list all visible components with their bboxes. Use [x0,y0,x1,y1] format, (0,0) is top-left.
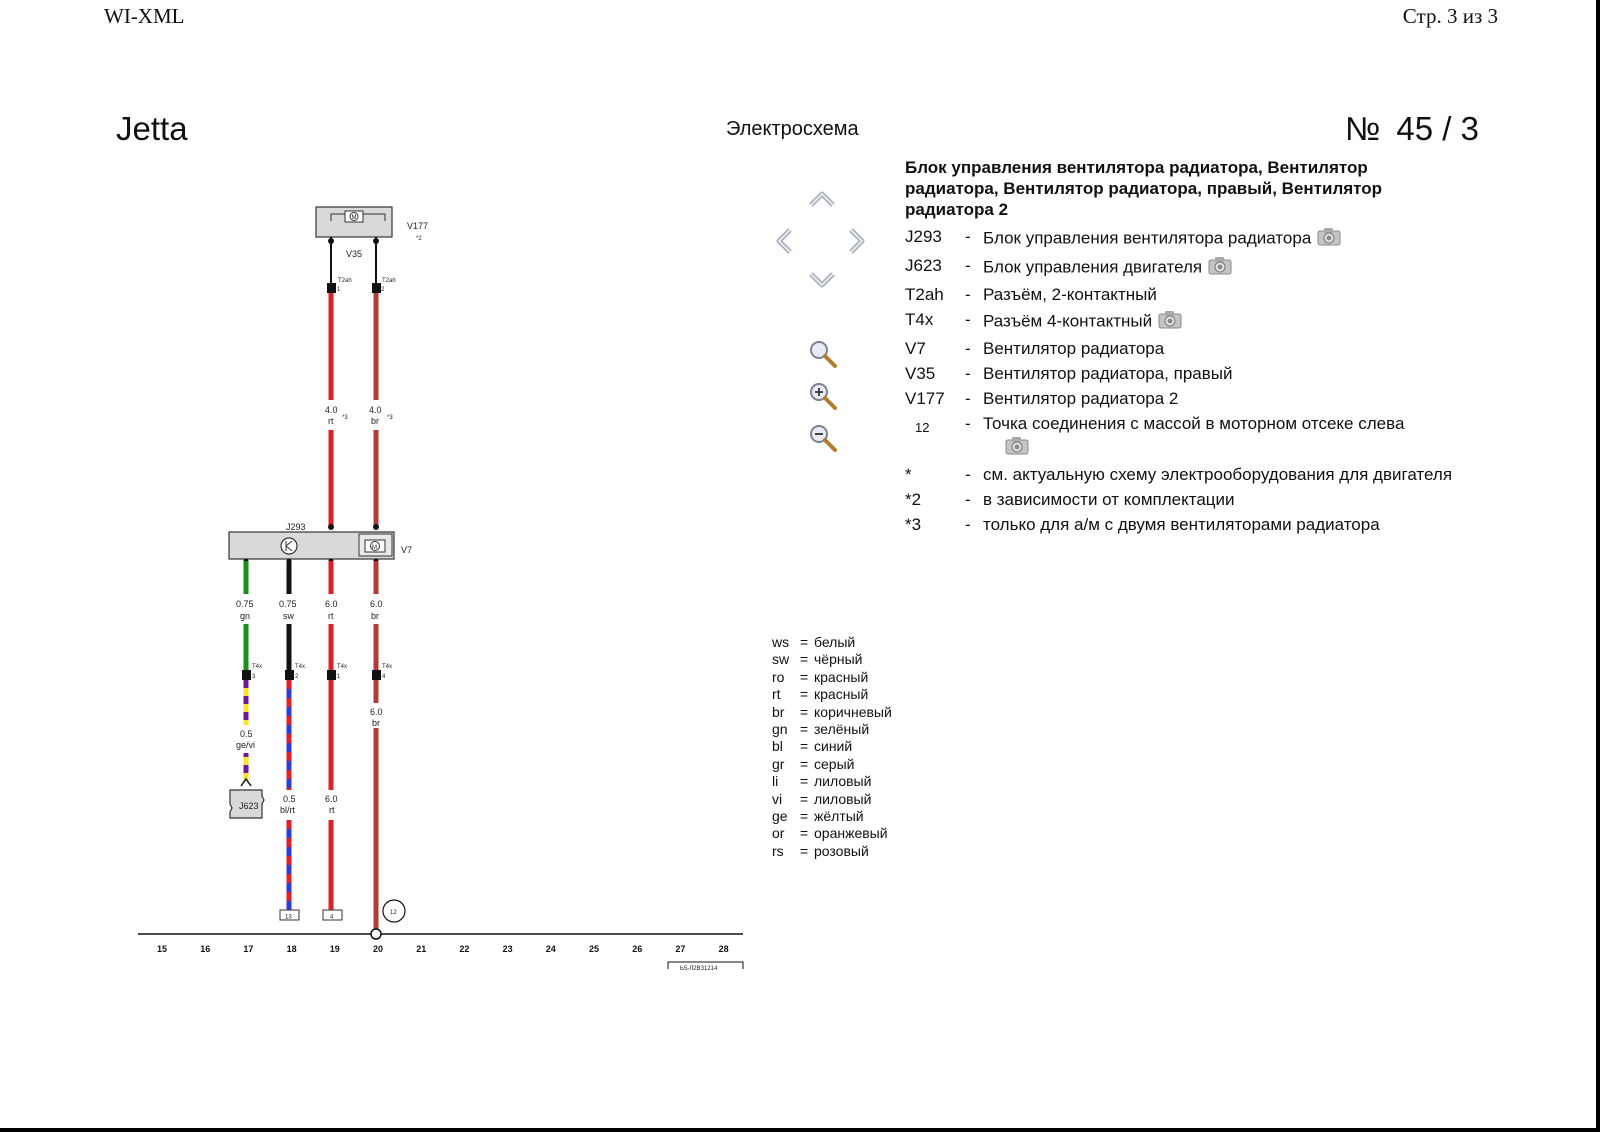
number-symbol: № [1345,110,1381,147]
wire-b-size: 6.0 [370,599,383,609]
color-abbr: gr [772,755,785,772]
legend-desc-text: см. актуальную схему электрооборудования для двигателя [983,465,1453,484]
legend-code: T4x [905,310,934,329]
color-abbr: br [772,703,785,720]
wire-gv-color: ge/vi [236,740,256,750]
color-abbr: sw [772,651,790,668]
color-code-item [772,721,892,738]
document-type: Электросхема [726,118,859,140]
color-name: серый [814,755,855,772]
color-equals: = [800,808,809,825]
legend-item [905,413,1505,461]
v177-label: V177 [407,221,429,231]
v177-note: *2 [416,236,422,242]
axis-number: 28 [718,944,729,954]
color-name: коричневый [814,703,892,720]
app-name: WI-XML [104,4,185,28]
wire-s-size: 0.75 [279,599,297,609]
wire-s-color: sw [283,611,294,621]
zoom-out-icon[interactable] [808,423,838,453]
axis-number: 15 [157,944,168,954]
axis-number: 16 [200,944,211,954]
t4x-pin-b: 2 [295,674,299,680]
color-code-item [772,843,892,860]
legend-code: J623 [905,256,942,275]
zoom-in-icon[interactable] [808,381,838,411]
color-equals: = [800,825,809,842]
svg-text:M: M [372,545,377,551]
legend-desc-text: Разъём 4-контактный [983,311,1153,331]
wire-color-legend [772,634,892,860]
legend-desc-text: Точка соединения с массой в моторном отсеке слева [983,414,1405,433]
color-code-item [772,808,892,825]
color-equals: = [800,773,809,790]
legend-heading: Блок управления вентилятора радиатора, Вентилятор радиатора, Вентилятор радиатора, правый, Вентилятор радиатора 2 [905,158,1383,219]
legend-dash: - [965,465,971,484]
color-name: оранжевый [814,825,888,842]
camera-icon[interactable] [1005,435,1029,461]
legend-desc-text: Вентилятор радиатора, правый [983,364,1233,383]
axis-number: 20 [373,944,384,954]
reference-code-box [668,962,743,972]
t4x-label-c: T4x [337,664,348,670]
axis-number: 24 [545,944,556,954]
legend-code: 12 [915,420,930,435]
t4x-label-d: T4x [382,664,393,670]
legend-item [905,363,1505,385]
camera-icon[interactable] [1208,255,1232,281]
color-equals: = [800,668,809,685]
ref-4-label: 4 [330,914,334,921]
legend-code: V177 [905,389,945,408]
color-name: зелёный [814,721,870,738]
color-code-item [772,773,892,790]
legend-dash: - [965,389,971,408]
legend-code: V7 [905,339,926,358]
legend-item [905,464,1505,486]
color-name: розовый [814,842,869,859]
legend-dash: - [965,414,971,433]
wire2-color: br [371,416,380,426]
reference-code: Ь5-Л2ВЗ1214 [680,966,718,972]
color-code-item [772,686,892,703]
t2ah-label-1: T2ah [338,278,352,284]
j293-label: J293 [286,522,306,532]
svg-text:M: M [351,215,357,221]
legend-dash: - [965,490,971,509]
color-code-item [772,634,892,651]
color-code-item [772,669,892,686]
legend-code: T2ah [905,285,944,304]
color-name: красный [814,668,869,685]
color-name: чёрный [814,651,863,668]
t2ah-pin-1: 1 [337,287,341,293]
t4x-pin-d: 4 [382,674,386,680]
wire-g-size: 0.75 [236,599,254,609]
color-equals: = [800,651,809,668]
color-code-item [772,704,892,721]
legend-dash: - [965,256,971,275]
color-equals: = [800,686,809,703]
legend-code: J293 [905,227,942,246]
legend-code: *3 [905,515,922,534]
color-abbr: rs [772,842,784,859]
legend-desc [983,363,1483,385]
wire-blrt-color: bl/rt [280,805,296,815]
color-equals: = [800,738,809,755]
legend-desc-text: Блок управления вентилятора радиатора [983,228,1312,248]
color-equals: = [800,790,809,807]
legend-dash: - [965,227,971,246]
axis-number: 23 [502,944,513,954]
navigate-right-icon[interactable] [847,227,867,255]
legend-desc [983,489,1483,511]
color-abbr: ro [772,668,785,685]
wire-blrt-size: 0.5 [283,794,296,804]
color-code-item [772,791,892,808]
ground-point-label: 12 [390,910,397,916]
v35-label: V35 [346,249,363,259]
navigate-down-icon[interactable] [808,271,836,289]
legend-dash: - [965,515,971,534]
t2ah-label-2: T2ah [382,278,396,284]
legend-desc [983,309,1483,335]
legend-item [905,489,1505,511]
legend-desc [983,338,1483,360]
navigate-up-icon[interactable] [808,190,836,208]
legend-desc [983,464,1483,486]
camera-icon[interactable] [1158,309,1182,335]
wire-b2-size: 6.0 [370,707,383,717]
legend-desc [983,255,1483,281]
wire-r-color: rt [328,611,334,621]
color-name: жёлтый [814,808,864,825]
color-abbr: li [772,773,779,790]
color-name: красный [814,686,869,703]
legend-item [905,388,1505,410]
vehicle-model: Jetta [116,110,188,147]
axis-number: 18 [286,944,297,954]
reference-box-4[interactable] [323,910,342,921]
legend-code: * [905,465,912,484]
wire-b2-color: br [372,718,381,728]
wire1-color: rt [328,416,334,426]
axis-number: 26 [632,944,643,954]
legend-desc [983,226,1483,252]
wire1-size: 4.0 [325,405,338,415]
color-equals: = [800,721,809,738]
color-abbr: or [772,825,785,842]
color-abbr: bl [772,738,783,755]
color-code-item [772,651,892,668]
color-equals: = [800,634,809,650]
color-name: синий [814,738,853,755]
axis-labels [157,944,729,954]
legend-dash: - [965,285,971,304]
t2ah-pin-2: 2 [381,287,385,293]
reference-box-13[interactable] [280,910,299,921]
j293-transistor-symbol [281,538,297,554]
color-abbr: ws [772,634,790,650]
color-abbr: vi [772,790,783,807]
wire-r2-color: rt [329,805,335,815]
t4x-label-b: T4x [295,664,306,670]
page-counter: Стр. 3 из 3 [1402,4,1498,28]
legend-item [905,309,1505,335]
color-name: белый [814,634,856,650]
legend-item [905,284,1505,306]
color-code-item [772,756,892,773]
legend-item [905,255,1505,281]
color-equals: = [800,703,809,720]
camera-icon[interactable] [1317,226,1341,252]
wire-r-size: 6.0 [325,599,338,609]
color-equals: = [800,755,809,772]
color-abbr: ge [772,808,788,825]
axis-number: 19 [329,944,340,954]
legend-desc-text: в зависимости от комплектации [983,490,1235,509]
color-name: лиловый [814,773,872,790]
legend-code: *2 [905,490,922,509]
legend-dash: - [965,310,971,329]
ref-13-label: 13 [285,914,292,921]
legend-desc [983,514,1483,536]
axis-number: 22 [459,944,470,954]
navigate-left-icon[interactable] [774,227,794,255]
wire-gv-size: 0.5 [240,729,253,739]
zoom-icon[interactable] [808,339,838,369]
wire-b-color: br [371,611,380,621]
legend-desc-text: только для а/м с двумя вентиляторами радиатора [983,515,1380,534]
t4x-label-a: T4x [252,664,263,670]
legend-dash: - [965,339,971,358]
legend-code: V35 [905,364,936,383]
legend-desc-text: Вентилятор радиатора [983,339,1165,358]
axis-number: 25 [589,944,600,954]
t4x-pin-c: 1 [337,674,341,680]
wire2-size: 4.0 [369,405,382,415]
color-equals: = [800,842,809,859]
legend-dash: - [965,364,971,383]
wire2-note: *3 [387,415,393,421]
axis-number: 27 [675,944,686,954]
legend-desc [983,388,1483,410]
wire-g-color: gn [240,611,251,621]
j623-label: J623 [239,801,259,811]
legend-item [905,226,1505,252]
color-code-item [772,738,892,755]
axis-number: 21 [416,944,427,954]
color-abbr: gn [772,721,788,738]
color-abbr: rt [772,686,781,703]
number-value: 45 / 3 [1396,110,1479,147]
legend-desc [983,413,1483,461]
color-name: лиловый [814,790,872,807]
legend-desc-text: Разъём, 2-контактный [983,285,1157,304]
color-code-item [772,825,892,842]
wire1-note: *3 [342,415,348,421]
t4x-pin-a: 3 [252,674,256,680]
legend-desc-text: Блок управления двигателя [983,257,1203,277]
legend-item [905,514,1505,536]
wire-r2-size: 6.0 [325,794,338,804]
legend-desc [983,284,1483,306]
axis-number: 17 [243,944,254,954]
ground-junction [371,929,381,939]
v7-label: V7 [401,545,413,555]
legend-item [905,338,1505,360]
legend-desc-text: Вентилятор радиатора 2 [983,389,1179,408]
component-legend [905,157,1505,539]
